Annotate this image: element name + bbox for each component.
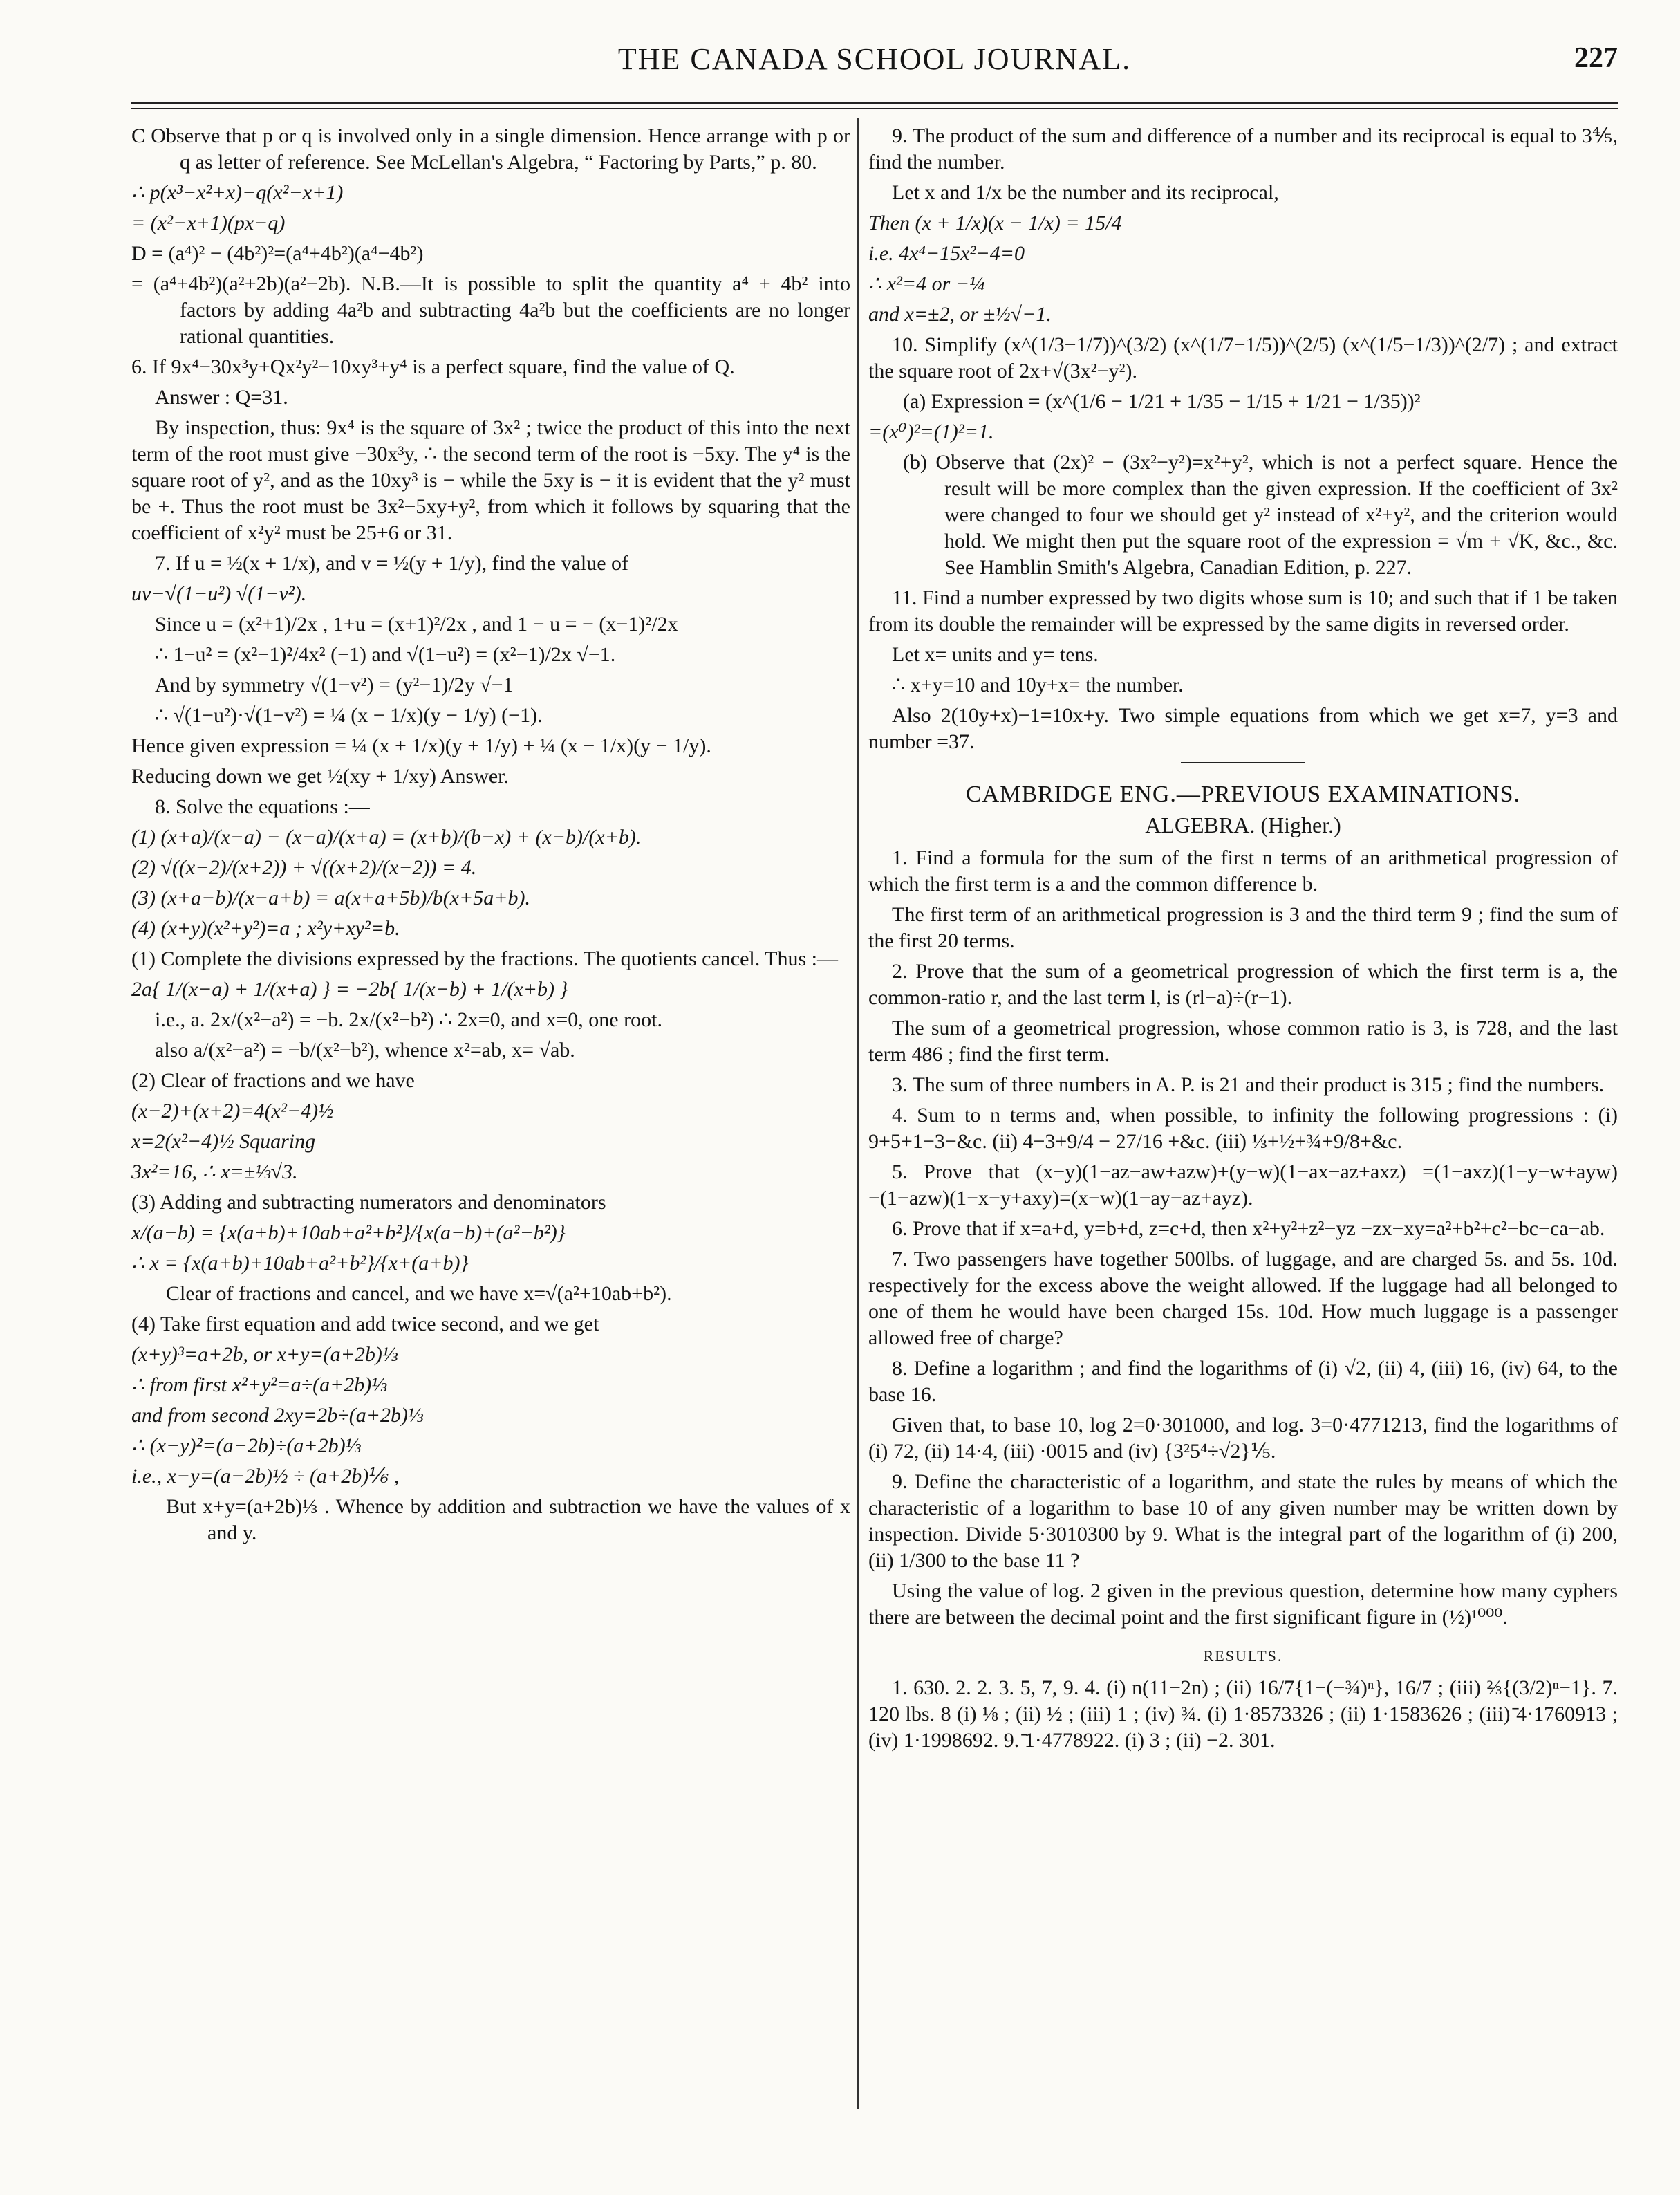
text-block: 1. Find a formula for the sum of the first n terms of an arithmetical progression of which the first term is a and the common difference b. bbox=[868, 846, 1618, 896]
text-block: Using the value of log. 2 given in the previous question, determine how many cyphers there are between the decimal point and the first significant figure in (½)¹⁰⁰⁰. bbox=[868, 1580, 1618, 1629]
text-block: 8. Define a logarithm ; and find the logarithms of (i) √2, (ii) 4, (iii) 16, (iv) 64, to the base 16. bbox=[868, 1357, 1618, 1406]
text-block: = (a⁴+4b²)(a²+2b)(a²−2b). N.B.—It is possible to split the quantity a⁴ + 4b² into factors by adding 4a²b and subtracting 4a²b but the coefficients are no longer rational quantities. bbox=[131, 272, 850, 348]
text-block: Given that, to base 10, log 2=0·301000, and log. 3=0·4771213, find the logarithms of (i) 72, (ii) 14·4, (iii) ·0015 and (iv) {3²5⁴÷√2}⅕. bbox=[868, 1414, 1618, 1463]
text-block: (2) √((x−2)/(x+2)) + √((x+2)/(x−2)) = 4. bbox=[131, 856, 477, 879]
text-block: also a/(x²−a²) = −b/(x²−b²), whence x²=ab, x= √ab. bbox=[155, 1039, 575, 1062]
text-block: 3x²=16, ∴ x=±⅓√3. bbox=[131, 1160, 298, 1183]
text-block: (x−2)+(x+2)=4(x²−4)½ bbox=[131, 1100, 334, 1122]
page-number: 227 bbox=[1574, 42, 1618, 74]
text-block: (1) (x+a)/(x−a) − (x−a)/(x+a) = (x+b)/(b−x) + (x−b)/(x+b). bbox=[131, 826, 642, 849]
left-column bbox=[131, 123, 850, 2154]
header-rule bbox=[131, 102, 1618, 104]
text-block: 2a{ 1/(x−a) + 1/(x+a) } = −2b{ 1/(x−b) + 1/(x+b) } bbox=[131, 978, 568, 1001]
text-block: Since u = (x²+1)/2x , 1+u = (x+1)²/2x , and 1 − u = − (x−1)²/2x bbox=[155, 613, 678, 636]
text-block: Let x and 1/x be the number and its reciprocal, bbox=[892, 181, 1279, 204]
text-block: Clear of fractions and cancel, and we have x=√(a²+10ab+b²). bbox=[166, 1282, 672, 1305]
text-block: 7. Two passengers have together 500lbs. of luggage, and are charged 5s. and 5s. 10d. respectively for the excess above the weight allowed. If the luggage had all belonged to one of them he would have been charged 15s. 10d. How much luggage is a passenger allowed free of charge? bbox=[868, 1248, 1618, 1349]
text-block: (b) Observe that (2x)² − (3x²−y²)=x²+y², which is not a perfect square. Hence the result will be more complex than the given expression. If the coefficient of 3x² were changed to four we should get y² instead of x²+y², and the criterion would hold. We might then put the square root of the expression = √m + √K, &c., &c. See Hamblin Smith's Algebra, Canadian Edition, p. 227. bbox=[903, 451, 1618, 579]
text-block: i.e. 4x⁴−15x²−4=0 bbox=[868, 242, 1025, 265]
text-block: ∴ x²=4 or −¼ bbox=[868, 272, 985, 295]
text-block: (2) Clear of fractions and we have bbox=[131, 1069, 415, 1092]
text-block: 8. Solve the equations :— bbox=[155, 795, 370, 818]
text-block: Also 2(10y+x)−1=10x+y. Two simple equations from which we get x=7, y=3 and number =37. bbox=[868, 704, 1618, 753]
text-block: (4) (x+y)(x²+y²)=a ; x²y+xy²=b. bbox=[131, 917, 400, 940]
text-block: ∴ from first x²+y²=a÷(a+2b)⅓ bbox=[131, 1373, 387, 1396]
text-block: Let x= units and y= tens. bbox=[892, 643, 1099, 666]
text-block: (a) Expression = (x^(1/6 − 1/21 + 1/35 − 1/15 + 1/21 − 1/35))² bbox=[903, 390, 1421, 413]
running-title: THE CANADA SCHOOL JOURNAL. bbox=[617, 42, 1132, 76]
text-block: The sum of a geometrical progression, whose common ratio is 3, is 728, and the last term 486 ; find the first term. bbox=[868, 1017, 1618, 1066]
text-block: By inspection, thus: 9x⁴ is the square of 3x² ; twice the product of this into the next term of the root must give −30x³y, ∴ the second term of the root is −5xy. The y⁴ is the square root of y², and as the 10xy³ is − while the 5xy is − it is evident that the y² must be +. Thus the root must be 3x²−5xy+y², from which it follows by squaring that the coefficient of x²y² must be 25+6 or 31. bbox=[131, 416, 850, 544]
text-block: i.e., x−y=(a−2b)½ ÷ (a+2b)⅙ , bbox=[131, 1465, 400, 1488]
text-block: x=2(x²−4)½ Squaring bbox=[131, 1130, 316, 1153]
text-block: But x+y=(a+2b)⅓ . Whence by addition and subtraction we have the values of x and y. bbox=[166, 1495, 850, 1544]
text-block: x/(a−b) = {x(a+b)+10ab+a²+b²}/{x(a−b)+(a²−b²)} bbox=[131, 1221, 566, 1244]
right-column bbox=[868, 123, 1618, 2154]
text-block: 7. If u = ½(x + 1/x), and v = ½(y + 1/y), find the value of bbox=[155, 552, 629, 575]
header-rule-thin bbox=[131, 108, 1618, 109]
section-rule bbox=[1181, 762, 1305, 763]
text-block: 11. Find a number expressed by two digits whose sum is 10; and such that if 1 be taken from its double the remainder will be expressed by the same digits in reversed order. bbox=[868, 586, 1618, 636]
text-block: (1) Complete the divisions expressed by the fractions. The quotients cancel. Thus :— bbox=[131, 947, 839, 970]
text-block: 6. Prove that if x=a+d, y=b+d, z=c+d, then x²+y²+z²−yz −zx−xy=a²+b²+c²−bc−ca−ab. bbox=[892, 1217, 1605, 1240]
exam-questions bbox=[868, 845, 1618, 1631]
results-heading: RESULTS. bbox=[1203, 1647, 1283, 1665]
text-block: 2. Prove that the sum of a geometrical progression of which the first term is a, the common-ratio r, and the last term l, is (rl−a)÷(r−1). bbox=[868, 960, 1618, 1009]
section-heading: CAMBRIDGE ENG.—PREVIOUS EXAMINATIONS. bbox=[965, 781, 1521, 807]
text-block: (4) Take first equation and add twice second, and we get bbox=[131, 1313, 599, 1335]
sub-heading: ALGEBRA. (Higher.) bbox=[1145, 813, 1341, 837]
text-block: 9. Define the characteristic of a logarithm, and state the rules by means of which the characteristic of a logarithm to base 10 of any given number may be written down by inspection. Divide 5·3010300 by 9. What is the integral part of the logarithm of (i) 200, (ii) 1/300 to the base 11 ? bbox=[868, 1470, 1618, 1572]
text-block: = (x²−x+1)(px−q) bbox=[131, 212, 286, 234]
text-block: i.e., a. 2x/(x²−a²) = −b. 2x/(x²−b²) ∴ 2x=0, and x=0, one root. bbox=[155, 1008, 662, 1031]
text-block: ∴ 1−u² = (x²−1)²/4x² (−1) and √(1−u²) = (x²−1)/2x √−1. bbox=[155, 643, 616, 666]
text-block: uv−√(1−u²) √(1−v²). bbox=[131, 582, 307, 605]
text-block: Answer : Q=31. bbox=[155, 386, 288, 409]
page-header bbox=[131, 41, 1618, 104]
text-block: 6. If 9x⁴−30x³y+Qx²y²−10xy³+y⁴ is a perfect square, find the value of Q. bbox=[131, 355, 735, 378]
text-block: D = (a⁴)² − (4b²)²=(a⁴+4b²)(a⁴−4b²) bbox=[131, 242, 424, 265]
text-block: ∴ x+y=10 and 10y+x= the number. bbox=[892, 674, 1184, 696]
text-block: 4. Sum to n terms and, when possible, to infinity the following progressions : (i) 9+5+1−3−&c. (ii) 4−3+9/4 − 27/16 +&c. (iii) ⅓+½+¾+9/8+&c. bbox=[868, 1104, 1618, 1153]
text-block: (3) (x+a−b)/(x−a+b) = a(x+a+5b)/b(x+5a+b). bbox=[131, 887, 531, 909]
text-block: And by symmetry √(1−v²) = (y²−1)/2y √−1 bbox=[155, 674, 514, 696]
text-block: 9. The product of the sum and difference of a number and its reciprocal is equal to 3⅘, find the number. bbox=[868, 124, 1618, 174]
text-block: and from second 2xy=2b÷(a+2b)⅓ bbox=[131, 1404, 424, 1427]
text-block: Then (x + 1/x)(x − 1/x) = 15/4 bbox=[868, 212, 1122, 234]
column-divider bbox=[857, 118, 859, 2109]
text-block: and x=±2, or ±½√−1. bbox=[868, 303, 1052, 326]
text-block: (3) Adding and subtracting numerators and denominators bbox=[131, 1191, 606, 1214]
text-block: 10. Simplify (x^(1/3−1/7))^(3/2) (x^(1/7−1/5))^(2/5) (x^(1/5−1/3))^(2/7) ; and extract the square root of 2x+√(3x²−y²). bbox=[868, 333, 1618, 382]
text-block: 5. Prove that (x−y)(1−az−aw+azw)+(y−w)(1−ax−az+axz) =(1−axz)(1−y−w+ayw)−(1−azw)(1−x−y+axy)=(x−w)(1−ay−az+ayz). bbox=[868, 1160, 1618, 1210]
text-block: Reducing down we get ½(xy + 1/xy) Answer. bbox=[131, 765, 510, 788]
text-block: The first term of an arithmetical progression is 3 and the third term 9 ; find the sum of the first 20 terms. bbox=[868, 903, 1618, 952]
text-block: ∴ x = {x(a+b)+10ab+a²+b²}/{x+(a+b)} bbox=[131, 1252, 469, 1275]
text-block: C Observe that p or q is involved only in a single dimension. Hence arrange with p or q as letter of reference. See McLellan's Algebra, “ Factoring by Parts,” p. 80. bbox=[131, 124, 850, 174]
text-block: ∴ (x−y)²=(a−2b)÷(a+2b)⅓ bbox=[131, 1434, 362, 1457]
text-block: ∴ p(x³−x²+x)−q(x²−x+1) bbox=[131, 181, 344, 204]
text-block: ∴ √(1−u²)·√(1−v²) = ¼ (x − 1/x)(y − 1/y) (−1). bbox=[155, 704, 543, 727]
results-text: 1. 630. 2. 2. 3. 5, 7, 9. 4. (i) n(11−2n) ; (ii) 16/7{1−(−¾)ⁿ}, 16/7 ; (iii) ⅔{(3/2)ⁿ−1}. 7. 120 lbs. 8 (i) ⅛ ; (ii) ½ ; (iii) 1 ; (iv) ¾. (i) 1·8573326 ; (ii) 1·1583626 ; (iii) ̄4·1760913 ; (iv) 1·1998692. 9. ̄1·4778922. (i) 3 ; (ii) −2. 301. bbox=[868, 1676, 1618, 1752]
solutions-continued bbox=[868, 123, 1618, 755]
text-block: 3. The sum of three numbers in A. P. is 21 and their product is 315 ; find the numbers. bbox=[892, 1073, 1605, 1096]
text-block: (x+y)³=a+2b, or x+y=(a+2b)⅓ bbox=[131, 1343, 398, 1366]
text-block: Hence given expression = ¼ (x + 1/x)(y + 1/y) + ¼ (x − 1/x)(y − 1/y). bbox=[131, 734, 711, 757]
text-block: =(x⁰)²=(1)²=1. bbox=[868, 420, 994, 443]
